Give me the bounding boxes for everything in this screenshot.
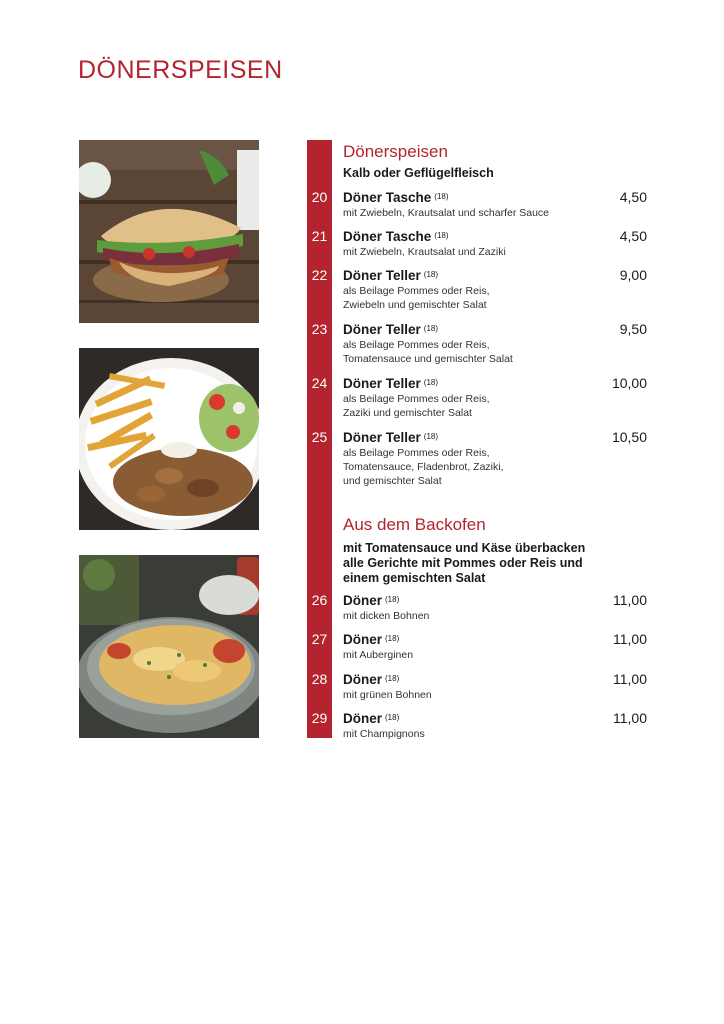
item-name: Döner $^{(18)}$ xyxy=(343,711,400,726)
item-name: Döner Teller $^{(18)}$ xyxy=(343,430,439,445)
item-price: 4,50 xyxy=(619,228,647,244)
item-price: 9,00 xyxy=(619,267,647,283)
item-price: 11,00 xyxy=(613,631,647,647)
allergen-code: (18) xyxy=(385,713,400,722)
item-number: 23 xyxy=(311,321,328,337)
section-subtitle: mit Tomatensauce und Käse überbacken alle Gerichte mit Pommes oder Reis und einem gemischten Salat xyxy=(343,541,586,585)
item-description: mit Auberginen xyxy=(343,649,414,661)
item-name: Döner Tasche $^{(18)}$ xyxy=(343,190,449,205)
allergen-code: (18) xyxy=(434,231,449,240)
item-description: als Beilage Pommes oder Reis, Zaziki und gemischter Salat xyxy=(343,393,490,419)
section-subtitle: Kalb oder Geflügelfleisch xyxy=(343,166,494,180)
section-title-aus-dem-backofen: Aus dem Backofen xyxy=(343,515,486,534)
doener-teller-photo xyxy=(79,348,259,530)
allergen-code: (18) xyxy=(423,432,439,441)
item-price: 11,00 xyxy=(613,710,647,726)
item-description: als Beilage Pommes oder Reis, Zwiebeln und gemischter Salat xyxy=(343,285,490,311)
item-number: 26 xyxy=(311,592,328,608)
item-number: 25 xyxy=(311,429,328,445)
item-name: Döner Teller $^{(18)}$ xyxy=(343,268,439,283)
item-description: als Beilage Pommes oder Reis, Tomatensauce, Fladenbrot, Zaziki, und gemischter Salat xyxy=(343,447,504,487)
item-description: mit Champignons xyxy=(343,728,425,740)
allergen-code: (18) xyxy=(385,674,400,683)
item-price: 11,00 xyxy=(613,671,647,687)
allergen-code: (18) xyxy=(385,595,400,604)
doener-sandwich-photo xyxy=(79,140,259,323)
item-price: 4,50 xyxy=(619,189,647,205)
item-number: 22 xyxy=(311,267,328,283)
page-title: DÖNERSPEISEN xyxy=(78,56,283,84)
item-description: mit Zwiebeln, Krautsalat und Zaziki xyxy=(343,246,506,258)
allergen-code: (18) xyxy=(423,270,439,279)
item-name: Döner Teller $^{(18)}$ xyxy=(343,322,439,337)
item-number: 29 xyxy=(311,710,328,726)
item-number: 24 xyxy=(311,375,328,391)
item-name: Döner $^{(18)}$ xyxy=(343,593,400,608)
section-title-doenerspeisen: Dönerspeisen xyxy=(343,142,448,161)
item-number: 20 xyxy=(311,189,328,205)
item-name: Döner Tasche $^{(18)}$ xyxy=(343,229,449,244)
item-number: 28 xyxy=(311,671,328,687)
item-price: 10,00 xyxy=(611,375,647,391)
allergen-code: (18) xyxy=(434,192,449,201)
item-number: 27 xyxy=(311,631,328,647)
doener-ueberbacken-photo xyxy=(79,555,259,738)
item-price: 9,50 xyxy=(619,321,647,337)
item-price: 11,00 xyxy=(613,592,647,608)
item-name: Döner $^{(18)}$ xyxy=(343,632,400,647)
item-description: als Beilage Pommes oder Reis, Tomatensauce und gemischter Salat xyxy=(343,339,513,365)
item-description: mit grünen Bohnen xyxy=(343,689,432,701)
allergen-code: (18) xyxy=(423,324,439,333)
item-name: Döner $^{(18)}$ xyxy=(343,672,400,687)
item-price: 10,50 xyxy=(611,429,647,445)
allergen-code: (18) xyxy=(385,634,400,643)
item-description: mit dicken Bohnen xyxy=(343,610,430,622)
item-number: 21 xyxy=(311,228,328,244)
allergen-code: (18) xyxy=(423,378,439,387)
item-description: mit Zwiebeln, Krautsalat und scharfer Sauce xyxy=(343,207,550,219)
item-name: Döner Teller $^{(18)}$ xyxy=(343,376,439,391)
